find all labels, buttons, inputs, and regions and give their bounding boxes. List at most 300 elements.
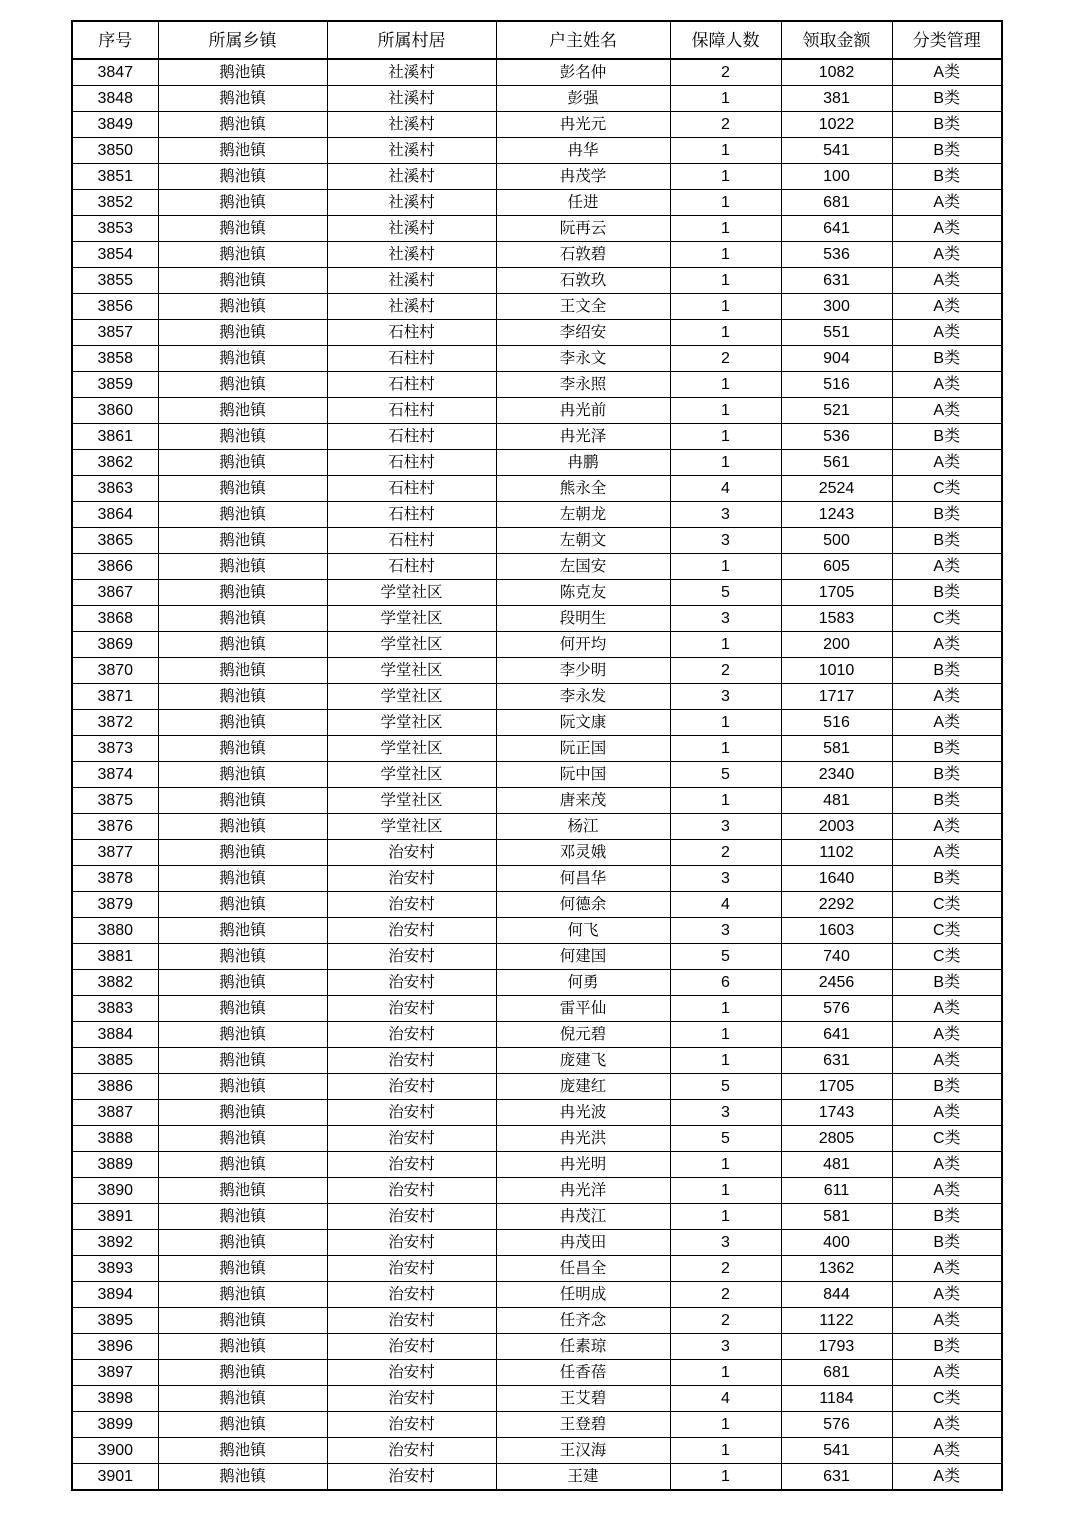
cell-persons: 1 (670, 1360, 781, 1386)
cell-persons: 5 (670, 1074, 781, 1100)
cell-householder: 任香蓓 (496, 1360, 670, 1386)
cell-householder: 李永照 (496, 372, 670, 398)
table-row (72, 1126, 1002, 1152)
cell-category: A类 (892, 710, 1002, 736)
cell-householder: 陈克友 (496, 580, 670, 606)
cell-serial: 3859 (72, 372, 158, 398)
table-row (72, 814, 1002, 840)
table-row (72, 658, 1002, 684)
cell-persons: 1 (670, 294, 781, 320)
cell-township: 鹅池镇 (158, 320, 327, 346)
cell-category: B类 (892, 788, 1002, 814)
cell-persons: 3 (670, 918, 781, 944)
cell-householder: 冉茂江 (496, 1204, 670, 1230)
cell-village: 石柱村 (327, 346, 496, 372)
cell-persons: 3 (670, 606, 781, 632)
cell-householder: 邓灵娥 (496, 840, 670, 866)
cell-amount: 516 (781, 710, 892, 736)
cell-persons: 5 (670, 762, 781, 788)
cell-persons: 1 (670, 1412, 781, 1438)
cell-village: 石柱村 (327, 528, 496, 554)
table-row (72, 1152, 1002, 1178)
cell-householder: 阮文康 (496, 710, 670, 736)
cell-householder: 庞建飞 (496, 1048, 670, 1074)
cell-serial: 3873 (72, 736, 158, 762)
cell-category: B类 (892, 1334, 1002, 1360)
cell-township: 鹅池镇 (158, 372, 327, 398)
cell-householder: 任齐念 (496, 1308, 670, 1334)
table-row (72, 1204, 1002, 1230)
cell-householder: 李少明 (496, 658, 670, 684)
cell-township: 鹅池镇 (158, 1438, 327, 1464)
cell-village: 治安村 (327, 918, 496, 944)
cell-township: 鹅池镇 (158, 1412, 327, 1438)
cell-persons: 1 (670, 242, 781, 268)
cell-amount: 1010 (781, 658, 892, 684)
table-row (72, 1386, 1002, 1412)
cell-householder: 何勇 (496, 970, 670, 996)
cell-category: A类 (892, 242, 1002, 268)
cell-category: B类 (892, 970, 1002, 996)
cell-serial: 3851 (72, 164, 158, 190)
cell-householder: 冉光泽 (496, 424, 670, 450)
table-row (72, 996, 1002, 1022)
cell-village: 石柱村 (327, 450, 496, 476)
cell-persons: 3 (670, 1100, 781, 1126)
table-row (72, 1360, 1002, 1386)
cell-serial: 3887 (72, 1100, 158, 1126)
cell-serial: 3876 (72, 814, 158, 840)
cell-category: A类 (892, 1464, 1002, 1491)
cell-amount: 536 (781, 242, 892, 268)
cell-persons: 4 (670, 892, 781, 918)
cell-persons: 2 (670, 1308, 781, 1334)
cell-amount: 381 (781, 86, 892, 112)
cell-householder: 冉光洪 (496, 1126, 670, 1152)
cell-township: 鹅池镇 (158, 1230, 327, 1256)
cell-village: 社溪村 (327, 190, 496, 216)
cell-amount: 1603 (781, 918, 892, 944)
cell-township: 鹅池镇 (158, 1204, 327, 1230)
cell-serial: 3899 (72, 1412, 158, 1438)
assistance-table (71, 20, 1003, 1491)
cell-persons: 1 (670, 398, 781, 424)
cell-village: 治安村 (327, 1386, 496, 1412)
cell-householder: 冉茂田 (496, 1230, 670, 1256)
table-row (72, 1256, 1002, 1282)
table-row (72, 1178, 1002, 1204)
cell-serial: 3861 (72, 424, 158, 450)
table-row (72, 164, 1002, 190)
table-row (72, 554, 1002, 580)
cell-township: 鹅池镇 (158, 762, 327, 788)
cell-persons: 3 (670, 814, 781, 840)
cell-category: B类 (892, 346, 1002, 372)
cell-township: 鹅池镇 (158, 944, 327, 970)
table-row (72, 1074, 1002, 1100)
table-row (72, 502, 1002, 528)
cell-category: A类 (892, 216, 1002, 242)
cell-amount: 1743 (781, 1100, 892, 1126)
cell-amount: 1184 (781, 1386, 892, 1412)
cell-village: 社溪村 (327, 268, 496, 294)
cell-township: 鹅池镇 (158, 970, 327, 996)
cell-village: 石柱村 (327, 476, 496, 502)
cell-householder: 熊永全 (496, 476, 670, 502)
cell-householder: 何德余 (496, 892, 670, 918)
cell-persons: 1 (670, 1438, 781, 1464)
table-row (72, 216, 1002, 242)
cell-householder: 唐来茂 (496, 788, 670, 814)
cell-category: A类 (892, 554, 1002, 580)
cell-persons: 2 (670, 658, 781, 684)
cell-serial: 3886 (72, 1074, 158, 1100)
cell-householder: 石敦碧 (496, 242, 670, 268)
cell-amount: 681 (781, 1360, 892, 1386)
cell-category: A类 (892, 1100, 1002, 1126)
cell-serial: 3864 (72, 502, 158, 528)
cell-amount: 844 (781, 1282, 892, 1308)
cell-persons: 4 (670, 476, 781, 502)
cell-township: 鹅池镇 (158, 242, 327, 268)
cell-township: 鹅池镇 (158, 710, 327, 736)
cell-serial: 3891 (72, 1204, 158, 1230)
cell-village: 社溪村 (327, 242, 496, 268)
cell-category: A类 (892, 1412, 1002, 1438)
cell-amount: 740 (781, 944, 892, 970)
cell-township: 鹅池镇 (158, 164, 327, 190)
cell-householder: 何昌华 (496, 866, 670, 892)
cell-householder: 庞建红 (496, 1074, 670, 1100)
cell-serial: 3858 (72, 346, 158, 372)
cell-serial: 3897 (72, 1360, 158, 1386)
cell-category: A类 (892, 59, 1002, 86)
cell-township: 鹅池镇 (158, 1308, 327, 1334)
cell-householder: 石敦玖 (496, 268, 670, 294)
cell-persons: 1 (670, 320, 781, 346)
cell-category: A类 (892, 398, 1002, 424)
table-row (72, 476, 1002, 502)
cell-village: 治安村 (327, 1074, 496, 1100)
cell-township: 鹅池镇 (158, 502, 327, 528)
cell-serial: 3874 (72, 762, 158, 788)
cell-village: 石柱村 (327, 398, 496, 424)
cell-village: 学堂社区 (327, 710, 496, 736)
table-row (72, 320, 1002, 346)
cell-township: 鹅池镇 (158, 112, 327, 138)
cell-serial: 3900 (72, 1438, 158, 1464)
cell-township: 鹅池镇 (158, 788, 327, 814)
cell-village: 社溪村 (327, 216, 496, 242)
cell-persons: 1 (670, 788, 781, 814)
cell-householder: 任素琼 (496, 1334, 670, 1360)
cell-amount: 1583 (781, 606, 892, 632)
cell-township: 鹅池镇 (158, 346, 327, 372)
cell-persons: 1 (670, 216, 781, 242)
cell-amount: 1102 (781, 840, 892, 866)
cell-township: 鹅池镇 (158, 59, 327, 86)
cell-category: A类 (892, 450, 1002, 476)
cell-village: 学堂社区 (327, 580, 496, 606)
cell-township: 鹅池镇 (158, 892, 327, 918)
cell-category: C类 (892, 1386, 1002, 1412)
cell-village: 治安村 (327, 944, 496, 970)
cell-village: 治安村 (327, 1282, 496, 1308)
table-row (72, 528, 1002, 554)
cell-category: B类 (892, 1230, 1002, 1256)
cell-village: 治安村 (327, 1412, 496, 1438)
cell-householder: 王汉海 (496, 1438, 670, 1464)
cell-amount: 551 (781, 320, 892, 346)
cell-serial: 3865 (72, 528, 158, 554)
table-row (72, 918, 1002, 944)
cell-serial: 3854 (72, 242, 158, 268)
cell-persons: 3 (670, 684, 781, 710)
cell-amount: 1243 (781, 502, 892, 528)
cell-township: 鹅池镇 (158, 86, 327, 112)
table-row (72, 1438, 1002, 1464)
cell-category: A类 (892, 1152, 1002, 1178)
cell-category: B类 (892, 502, 1002, 528)
cell-persons: 5 (670, 944, 781, 970)
cell-amount: 641 (781, 1022, 892, 1048)
cell-serial: 3850 (72, 138, 158, 164)
cell-amount: 1082 (781, 59, 892, 86)
cell-township: 鹅池镇 (158, 840, 327, 866)
cell-householder: 李永发 (496, 684, 670, 710)
cell-township: 鹅池镇 (158, 1152, 327, 1178)
cell-householder: 倪元碧 (496, 1022, 670, 1048)
cell-householder: 左朝文 (496, 528, 670, 554)
cell-amount: 1362 (781, 1256, 892, 1282)
cell-township: 鹅池镇 (158, 1126, 327, 1152)
cell-serial: 3882 (72, 970, 158, 996)
cell-persons: 3 (670, 528, 781, 554)
cell-amount: 1640 (781, 866, 892, 892)
cell-amount: 631 (781, 1464, 892, 1491)
table-row (72, 294, 1002, 320)
cell-township: 鹅池镇 (158, 1178, 327, 1204)
cell-serial: 3895 (72, 1308, 158, 1334)
table-row (72, 866, 1002, 892)
table-row (72, 138, 1002, 164)
cell-category: A类 (892, 1308, 1002, 1334)
cell-village: 学堂社区 (327, 632, 496, 658)
cell-serial: 3879 (72, 892, 158, 918)
cell-serial: 3901 (72, 1464, 158, 1491)
header-township: 所属乡镇 (158, 21, 327, 59)
cell-persons: 3 (670, 1230, 781, 1256)
cell-category: A类 (892, 814, 1002, 840)
cell-amount: 631 (781, 1048, 892, 1074)
cell-township: 鹅池镇 (158, 736, 327, 762)
cell-category: A类 (892, 1178, 1002, 1204)
cell-householder: 冉光洋 (496, 1178, 670, 1204)
cell-township: 鹅池镇 (158, 918, 327, 944)
cell-category: B类 (892, 736, 1002, 762)
cell-village: 治安村 (327, 1152, 496, 1178)
table-row (72, 788, 1002, 814)
table-row (72, 736, 1002, 762)
cell-village: 学堂社区 (327, 606, 496, 632)
cell-serial: 3853 (72, 216, 158, 242)
cell-village: 治安村 (327, 1334, 496, 1360)
cell-township: 鹅池镇 (158, 1256, 327, 1282)
cell-serial: 3856 (72, 294, 158, 320)
cell-village: 治安村 (327, 1360, 496, 1386)
cell-serial: 3857 (72, 320, 158, 346)
cell-village: 治安村 (327, 1308, 496, 1334)
cell-village: 治安村 (327, 1464, 496, 1491)
cell-amount: 611 (781, 1178, 892, 1204)
cell-village: 治安村 (327, 840, 496, 866)
cell-category: B类 (892, 112, 1002, 138)
cell-township: 鹅池镇 (158, 632, 327, 658)
cell-village: 治安村 (327, 866, 496, 892)
table-row (72, 1308, 1002, 1334)
cell-householder: 何开均 (496, 632, 670, 658)
cell-persons: 1 (670, 268, 781, 294)
table-row (72, 606, 1002, 632)
cell-householder: 冉鹏 (496, 450, 670, 476)
cell-amount: 516 (781, 372, 892, 398)
cell-category: A类 (892, 268, 1002, 294)
cell-amount: 100 (781, 164, 892, 190)
table-row (72, 59, 1002, 86)
cell-serial: 3852 (72, 190, 158, 216)
cell-serial: 3848 (72, 86, 158, 112)
cell-amount: 2340 (781, 762, 892, 788)
table-row (72, 970, 1002, 996)
cell-serial: 3881 (72, 944, 158, 970)
cell-amount: 576 (781, 996, 892, 1022)
cell-serial: 3868 (72, 606, 158, 632)
cell-serial: 3885 (72, 1048, 158, 1074)
cell-amount: 581 (781, 736, 892, 762)
cell-category: B类 (892, 1074, 1002, 1100)
cell-householder: 王登碧 (496, 1412, 670, 1438)
cell-persons: 2 (670, 1256, 781, 1282)
cell-persons: 5 (670, 580, 781, 606)
cell-persons: 1 (670, 138, 781, 164)
cell-amount: 631 (781, 268, 892, 294)
cell-amount: 581 (781, 1204, 892, 1230)
cell-township: 鹅池镇 (158, 1360, 327, 1386)
cell-village: 石柱村 (327, 320, 496, 346)
cell-persons: 4 (670, 1386, 781, 1412)
cell-category: B类 (892, 580, 1002, 606)
cell-persons: 3 (670, 1334, 781, 1360)
cell-amount: 641 (781, 216, 892, 242)
table-row (72, 632, 1002, 658)
cell-persons: 1 (670, 710, 781, 736)
cell-persons: 1 (670, 1022, 781, 1048)
cell-village: 治安村 (327, 1204, 496, 1230)
cell-amount: 1717 (781, 684, 892, 710)
cell-amount: 1705 (781, 580, 892, 606)
cell-serial: 3883 (72, 996, 158, 1022)
cell-householder: 王建 (496, 1464, 670, 1491)
cell-village: 治安村 (327, 1438, 496, 1464)
cell-householder: 阮再云 (496, 216, 670, 242)
cell-serial: 3863 (72, 476, 158, 502)
table-row (72, 684, 1002, 710)
cell-village: 学堂社区 (327, 658, 496, 684)
cell-township: 鹅池镇 (158, 1464, 327, 1491)
cell-persons: 6 (670, 970, 781, 996)
cell-category: B类 (892, 528, 1002, 554)
cell-serial: 3849 (72, 112, 158, 138)
cell-category: A类 (892, 190, 1002, 216)
cell-township: 鹅池镇 (158, 658, 327, 684)
table-row (72, 268, 1002, 294)
cell-persons: 5 (670, 1126, 781, 1152)
cell-category: A类 (892, 372, 1002, 398)
cell-category: C类 (892, 892, 1002, 918)
cell-village: 社溪村 (327, 86, 496, 112)
cell-amount: 576 (781, 1412, 892, 1438)
cell-householder: 冉光明 (496, 1152, 670, 1178)
cell-amount: 2524 (781, 476, 892, 502)
cell-serial: 3869 (72, 632, 158, 658)
cell-householder: 李绍安 (496, 320, 670, 346)
cell-amount: 481 (781, 788, 892, 814)
cell-village: 学堂社区 (327, 736, 496, 762)
cell-amount: 536 (781, 424, 892, 450)
table-row (72, 112, 1002, 138)
cell-township: 鹅池镇 (158, 606, 327, 632)
cell-persons: 2 (670, 112, 781, 138)
cell-category: B类 (892, 658, 1002, 684)
cell-category: C类 (892, 606, 1002, 632)
cell-village: 学堂社区 (327, 788, 496, 814)
cell-householder: 阮中国 (496, 762, 670, 788)
cell-persons: 1 (670, 1204, 781, 1230)
cell-amount: 541 (781, 1438, 892, 1464)
cell-householder: 冉光前 (496, 398, 670, 424)
cell-amount: 1122 (781, 1308, 892, 1334)
cell-village: 石柱村 (327, 502, 496, 528)
cell-amount: 605 (781, 554, 892, 580)
cell-persons: 2 (670, 1282, 781, 1308)
table-row (72, 1230, 1002, 1256)
cell-village: 治安村 (327, 1230, 496, 1256)
cell-category: C类 (892, 944, 1002, 970)
cell-serial: 3884 (72, 1022, 158, 1048)
table-row (72, 242, 1002, 268)
cell-category: B类 (892, 138, 1002, 164)
cell-householder: 冉光波 (496, 1100, 670, 1126)
table-row (72, 1022, 1002, 1048)
cell-township: 鹅池镇 (158, 554, 327, 580)
cell-village: 治安村 (327, 1022, 496, 1048)
cell-village: 治安村 (327, 996, 496, 1022)
cell-serial: 3870 (72, 658, 158, 684)
cell-serial: 3894 (72, 1282, 158, 1308)
cell-persons: 1 (670, 996, 781, 1022)
cell-township: 鹅池镇 (158, 138, 327, 164)
cell-amount: 1705 (781, 1074, 892, 1100)
cell-householder: 何建国 (496, 944, 670, 970)
table-row (72, 840, 1002, 866)
cell-village: 学堂社区 (327, 762, 496, 788)
cell-village: 社溪村 (327, 294, 496, 320)
cell-category: A类 (892, 1282, 1002, 1308)
cell-village: 治安村 (327, 1256, 496, 1282)
table-row (72, 1334, 1002, 1360)
cell-amount: 561 (781, 450, 892, 476)
cell-serial: 3893 (72, 1256, 158, 1282)
